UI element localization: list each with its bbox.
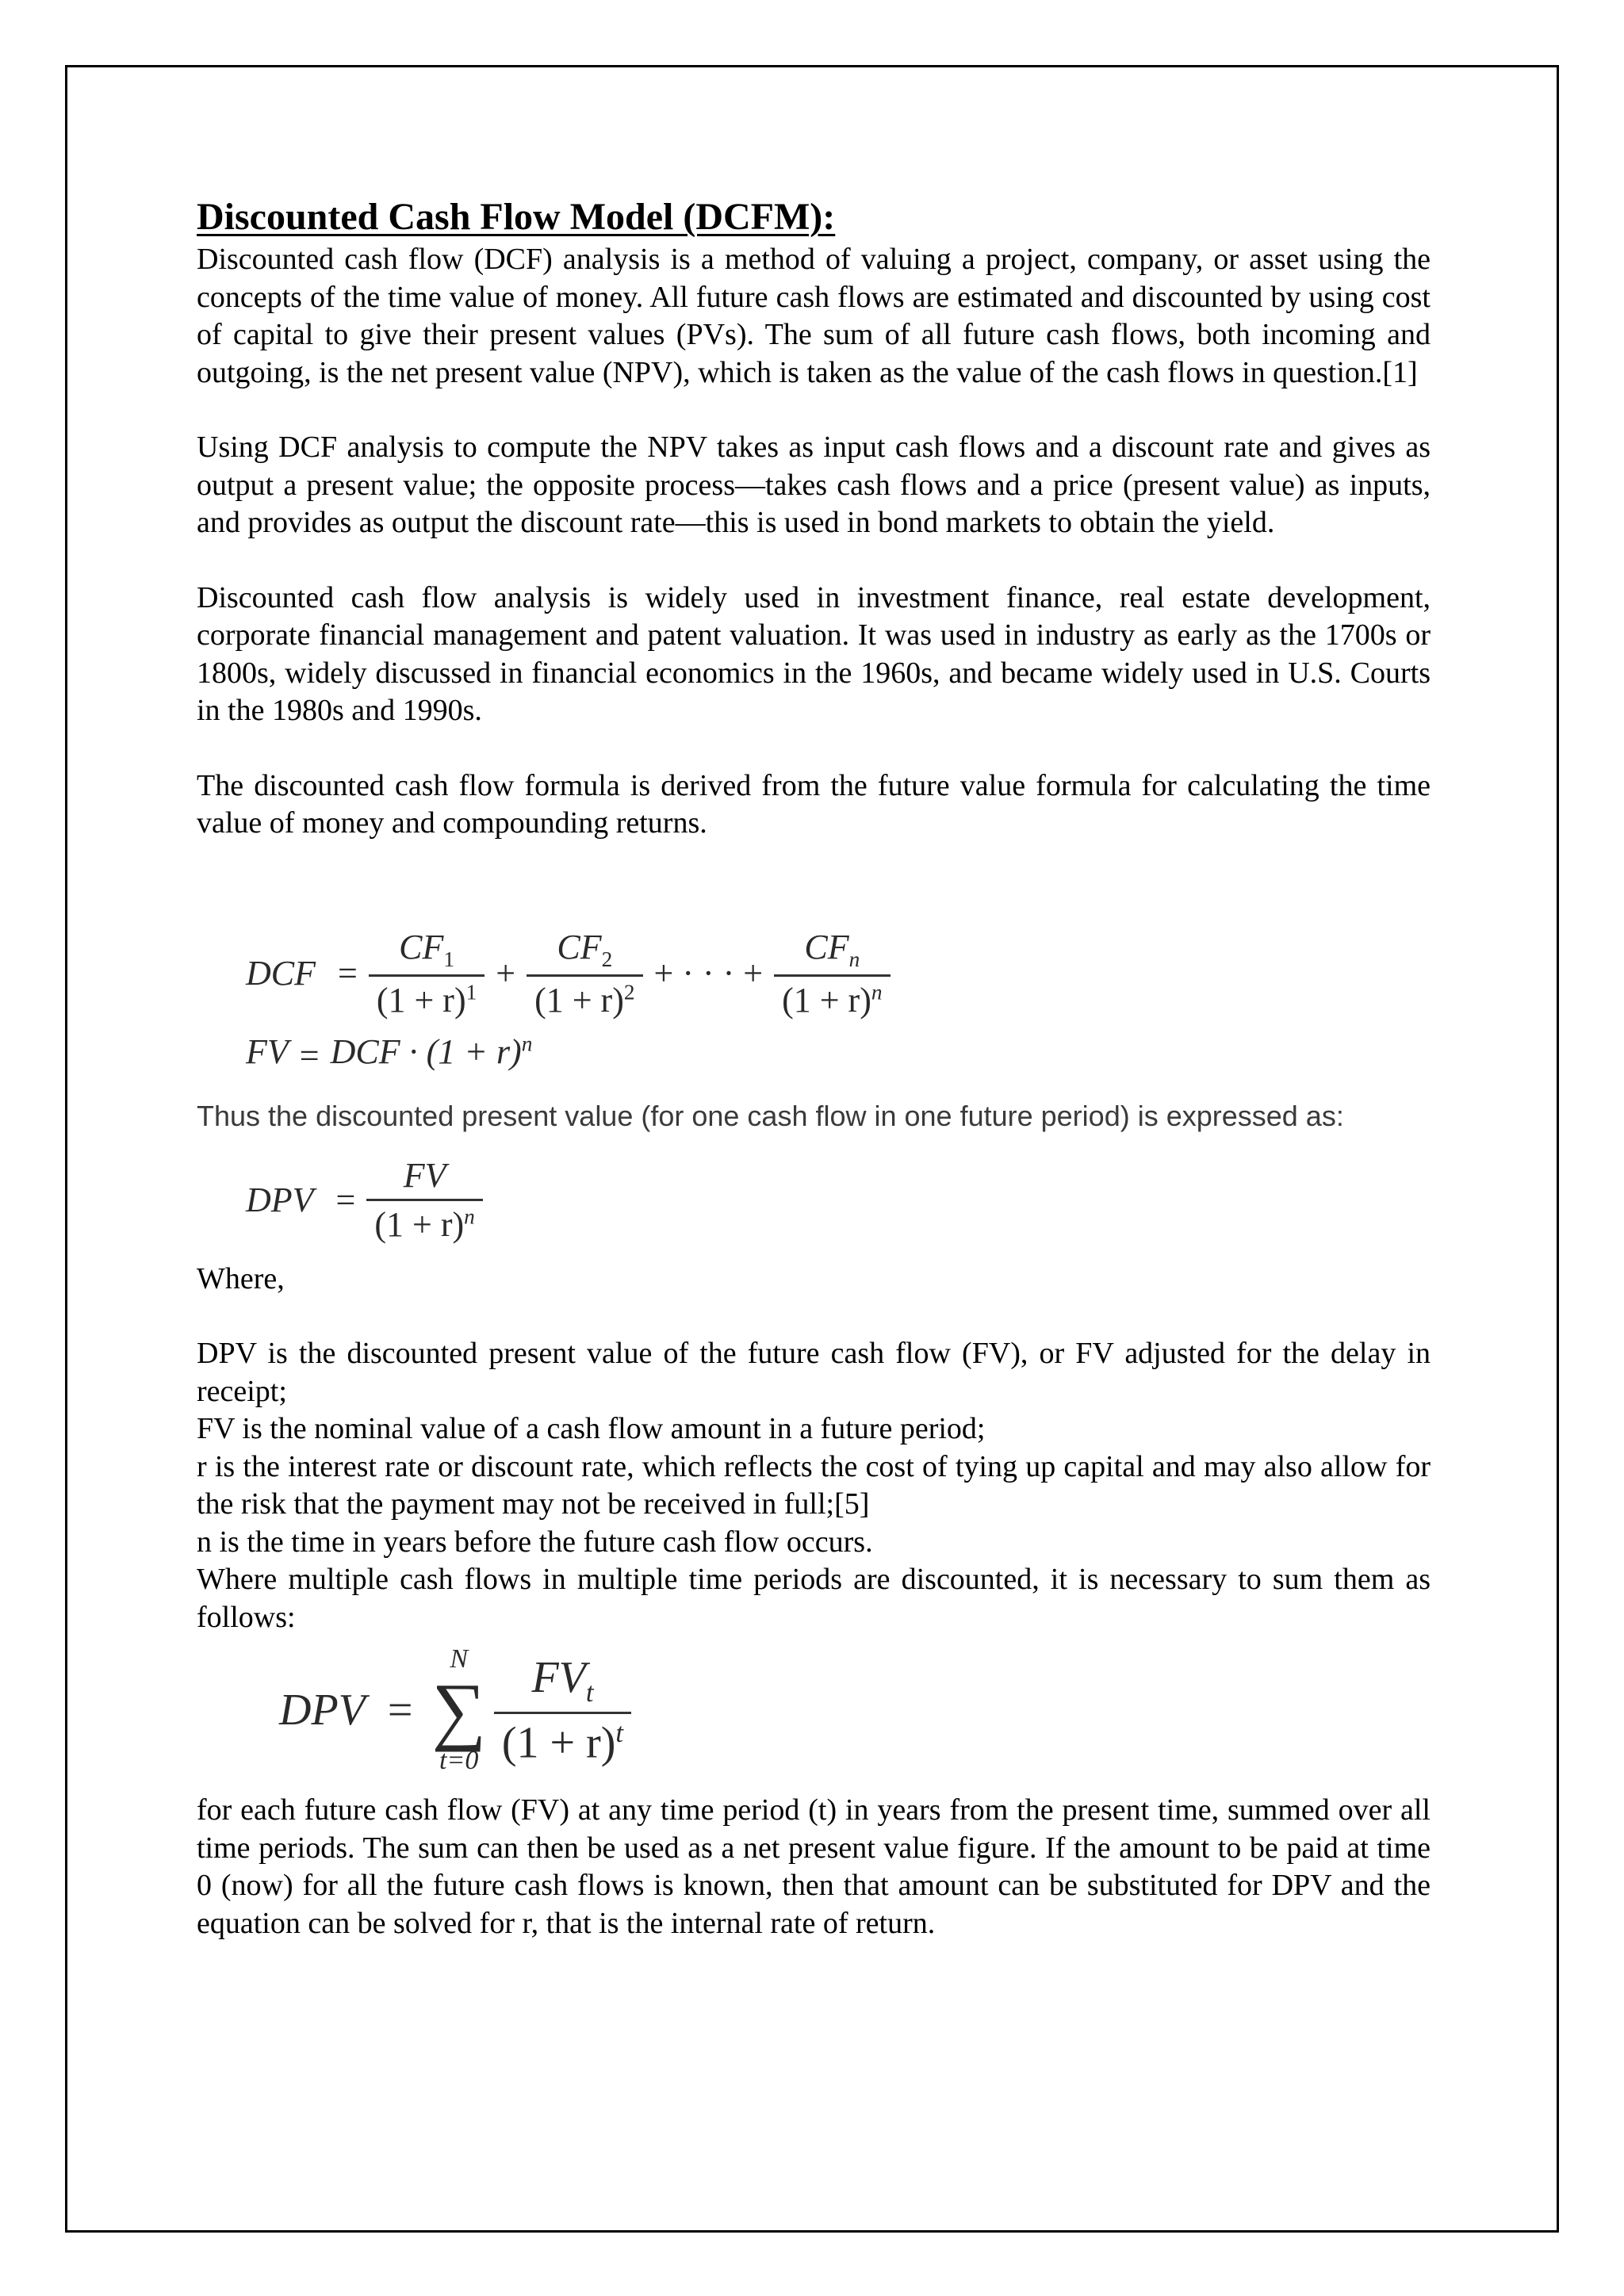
definition-multiple: Where multiple cash flows in multiple time periods are discounted, it is necessary to sum them as follows:: [197, 1563, 1431, 1634]
fraction-fvt: $\frac{FV_t}{(1 + r)^t}$: [494, 1652, 631, 1769]
definition-r: r is the interest rate or discount rate, which reflects the cost of tying up capital and may also allow for the risk that the payment may not be received in full;[5]: [197, 1449, 1431, 1521]
definition-dpv: DPV is the discounted present value of the future cash flow (FV), or FV adjusted for the delay in receipt;: [197, 1337, 1431, 1408]
where-label: Where,: [197, 1261, 285, 1295]
definition-fv: FV is the nominal value of a cash flow amount in a future period;: [197, 1412, 986, 1446]
document-body: [197, 193, 1431, 1942]
paragraph-intro: Discounted cash flow (DCF) analysis is a method of valuing a project, company, or asset using the concepts of the time value of money. All future cash flows are estimated and discounted by using cost of capital to give their present values (PVs). The sum of all future cash flows, both incoming and outgoing, is the net present value (NPV), which is taken as the value of the cash flows in question.[1]: [197, 243, 1431, 389]
formula-fv: FV = DCF · $(1 + r)^n$: [246, 1031, 533, 1075]
sigma-symbol: N ∑ t=0: [431, 1644, 486, 1776]
definition-n: n is the time in years before the future cash flow occurs.: [197, 1525, 873, 1559]
formula-dcf-lhs: DCF: [246, 954, 316, 993]
paragraph-closing: for each future cash flow (FV) at any time period (t) in years from the present time, summed over all time periods. The sum can then be used as a net present value figure. If the amount to be paid at time 0 (now) for all the future cash flows is known, then that amount can be substituted for DPV and the equation can be solved for r, that is the internal rate of return.: [197, 1793, 1431, 1940]
fraction-cfn: $\frac{CF_n}{(1 + r)^n}$: [774, 927, 890, 1021]
paragraph-formula-intro: The discounted cash flow formula is derived from the future value formula for calculating the time value of money and compounding returns.: [197, 768, 1431, 840]
paragraph-npv: Using DCF analysis to compute the NPV takes as input cash flows and a discount rate and gives as output a present value; the opposite process—takes cash flows and a price (present value) as inputs, and provides as output the discount rate—this is used in bond markets to obtain the yield.: [197, 430, 1431, 539]
document-title: Discounted Cash Flow Model (DCFM):: [197, 196, 836, 238]
formula-dpv: DPV = $\frac{FV}{(1 + r)^n}$: [246, 1155, 1431, 1245]
fraction-dpv: $\frac{FV}{(1 + r)^n}$: [366, 1155, 482, 1245]
fraction-cf1: $\frac{CF_1}{(1 + r)^1}$: [369, 927, 485, 1021]
paragraph-usage: Discounted cash flow analysis is widely used in investment finance, real estate development, corporate financial management and patent valuation. It was used in industry as early as the 1700s or 1800s, widely discussed in financial economics in the 1960s, and became widely used in U.S. Courts in the 1980s and 1990s.: [197, 580, 1431, 727]
dpv-note: Thus the discounted present value (for one cash flow in one future period) is expressed as:: [197, 1099, 1344, 1132]
formula-dpv-sum: DPV = N ∑ t=0 $\frac{FV_t}{(1 + r)^t}$: [279, 1644, 1431, 1776]
formula-dcf: DCF = $\frac{CF_1}{(1 + r)^1}$ + $\frac{CF_2}{(1 + r)^2}$ + · · · + $\frac{CF_n}{(1 + r)^n}$: [246, 927, 1431, 1021]
fraction-cf2: $\frac{CF_2}{(1 + r)^2}$: [527, 927, 642, 1021]
